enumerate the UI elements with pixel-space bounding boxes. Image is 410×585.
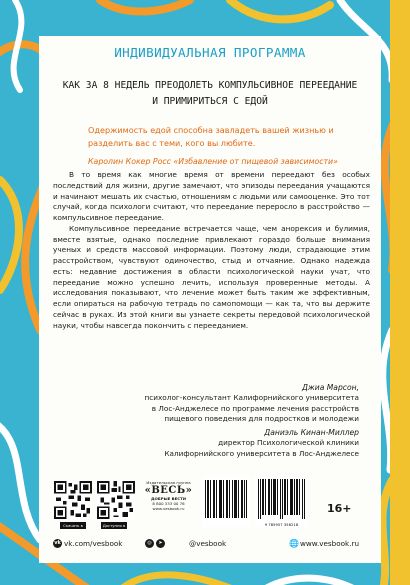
annotation-paragraph-2: Компульсивное переедание встречается чаще, чем анорексия и булимия, вместе взятые, однако последние привлекают гораздо больше внимания ученых и средств массовой информации. Поэтому люди, страдающие этим расстройством, чувствуют одиночество, стыд и отчаяние. Однако надежда есть: недавние достижения в области психологической науки учат, что переедание можно успешно лечить, используя проверенные методы. А исследования показывают, что лечение может быть таким же эффективным, если опираться на рабочую тетрадь по самопомощи — как та, что вы держите сейчас в руках. Из этой книги вы узнаете секреты передовой психологической науки, чтобы навсегда покончить с перееданием. (53, 223, 370, 330)
app-store-badge[interactable]: Скачать в App Store (60, 522, 86, 529)
endorser-role-line: директор Психологической клиники (218, 438, 359, 447)
instagram-icon: ◎ (145, 539, 154, 548)
epigraph-author: Каролин Кокер Росс «Избавление от пищевой зависимости» (88, 156, 338, 166)
instagram-link[interactable] (145, 539, 167, 548)
qr-code-icon[interactable] (97, 481, 135, 519)
footer (39, 464, 381, 563)
epigraph (88, 124, 371, 168)
series-title: ИНДИВИДУАЛЬНАЯ ПРОГРАММА (114, 45, 306, 60)
age-rating: 16+ (327, 502, 352, 515)
endorser-role-line: психолог-консультант Калифорнийского университета (144, 393, 359, 402)
globe-icon: 🌐 (289, 539, 299, 548)
vk-link[interactable] (53, 539, 122, 548)
social-links (39, 536, 381, 552)
handle-text: @vesbook (189, 539, 227, 548)
qr-code-icon[interactable] (54, 481, 92, 519)
publisher-name: «ВЕСЬ» (144, 485, 193, 496)
endorser-name: Джиа Марсон, (301, 383, 359, 392)
google-play-badge[interactable]: Доступно в Google Play (102, 523, 126, 535)
publisher-site: www.vesbook.ru (152, 506, 185, 511)
handle-link[interactable] (189, 539, 226, 548)
isbn-number: 9 785957 356218 (264, 523, 299, 527)
website-link[interactable] (289, 539, 359, 548)
website-link-text: www.vesbook.ru (300, 539, 359, 548)
endorser-role-line: в Лос-Анджелесе по программе лечения расстройств (151, 403, 359, 413)
publisher-logo (141, 480, 196, 511)
publisher-phone: 8 800 333 00 76 (152, 501, 185, 506)
spine-strip (390, 0, 410, 585)
vk-link-text: vk.com/vesbook (64, 539, 123, 548)
annotation-text (53, 170, 370, 331)
vk-icon: vk (54, 540, 61, 546)
endorsement-2 (39, 427, 359, 459)
back-cover-panel (39, 36, 381, 563)
endorsement-1 (39, 382, 359, 425)
isbn-barcode (255, 477, 308, 527)
telegram-icon: ➤ (156, 539, 165, 548)
internal-barcode (202, 477, 250, 527)
publisher-slogan: ДОБРЫЕ ВЕСТИ (150, 496, 187, 501)
book-subtitle-line-2: И ПРИМИРИТЬСЯ С ЕДОЙ (152, 96, 268, 107)
endorser-name: Даниэль Кинан-Миллер (264, 428, 359, 437)
publisher-group: Издательская группа (146, 480, 191, 485)
annotation-paragraph-1: В то время как многие время от времени переедают без особых последствий для жизни, другие замечают, что эпизоды переедания учащаются и начинают мешать их счастью, отношениям с людьми или самооценке. Это тот случай, когда психологи считают, что переедание переросло в расстройство — компульсивное переедание. (53, 170, 370, 222)
book-subtitle-line-1: КАК ЗА 8 НЕДЕЛЬ ПРЕОДОЛЕТЬ КОМПУЛЬСИВНОЕ ПЕРЕЕДАНИЕ (62, 80, 358, 91)
endorser-role-line: Калифорнийского университета в Лос-Анджелесе (164, 448, 359, 458)
endorser-role-line: пищевого поведения для подростков и молодежи (164, 414, 359, 423)
epigraph-text: Одержимость едой способна завладеть вашей жизнью и разделить вас с теми, кого вы любите. (88, 125, 334, 149)
